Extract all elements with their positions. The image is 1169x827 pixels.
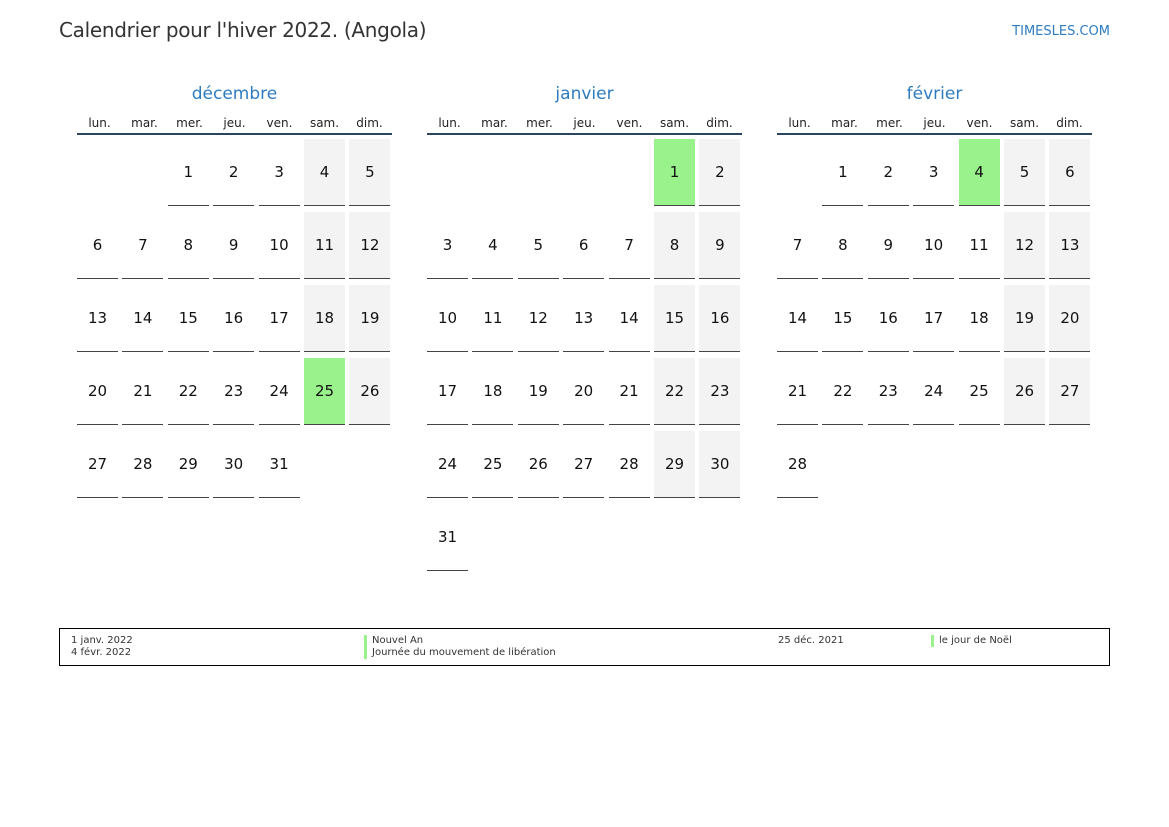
- calendar-day[interactable]: 6: [563, 212, 604, 279]
- weekday-header: [777, 116, 1092, 135]
- weekday-label: ven.: [966, 116, 993, 130]
- weekday-label: sam.: [659, 116, 690, 130]
- calendar-day[interactable]: 15: [168, 285, 209, 352]
- calendar-day[interactable]: 17: [259, 285, 300, 352]
- calendar-day[interactable]: 15: [822, 285, 863, 352]
- weekday-label: jeu.: [223, 116, 246, 130]
- calendar-day[interactable]: 5: [518, 212, 559, 279]
- calendar-day[interactable]: 28: [609, 431, 650, 498]
- weekday-label: jeu.: [923, 116, 946, 130]
- calendar-day[interactable]: 25: [959, 358, 1000, 425]
- calendar-day[interactable]: 18: [472, 358, 513, 425]
- calendar-day[interactable]: 24: [913, 358, 954, 425]
- brand-link[interactable]: TIMESLES.COM: [1012, 24, 1110, 39]
- calendar-day[interactable]: 1: [168, 139, 209, 206]
- calendar-day[interactable]: 24: [259, 358, 300, 425]
- calendar-day[interactable]: 3: [913, 139, 954, 206]
- weekday-label: dim.: [356, 116, 383, 130]
- calendar-day[interactable]: 22: [654, 358, 695, 425]
- calendar-day[interactable]: 16: [213, 285, 254, 352]
- calendar-day[interactable]: 7: [609, 212, 650, 279]
- calendar-day[interactable]: 27: [1049, 358, 1090, 425]
- calendar-day[interactable]: 20: [77, 358, 118, 425]
- calendar-day[interactable]: 6: [1049, 139, 1090, 206]
- weekday-label: ven.: [266, 116, 293, 130]
- month-block: [77, 82, 392, 473]
- calendar-day[interactable]: 26: [518, 431, 559, 498]
- calendar-day[interactable]: 28: [777, 431, 818, 498]
- weekday-label: ven.: [616, 116, 643, 130]
- calendar-day[interactable]: 28: [122, 431, 163, 498]
- calendar-day[interactable]: 12: [349, 212, 390, 279]
- calendar-day[interactable]: 8: [822, 212, 863, 279]
- calendar-day[interactable]: 23: [699, 358, 740, 425]
- calendar-day[interactable]: 19: [1004, 285, 1045, 352]
- calendar-day[interactable]: 31: [259, 431, 300, 498]
- calendar-day[interactable]: 29: [168, 431, 209, 498]
- calendar-day[interactable]: 21: [122, 358, 163, 425]
- weekday-label: dim.: [1056, 116, 1083, 130]
- legend-right-dates: [778, 635, 844, 647]
- legend-holiday-name: le jour de Noël: [939, 635, 1012, 646]
- calendar-day[interactable]: 17: [913, 285, 954, 352]
- calendar-day[interactable]: 26: [349, 358, 390, 425]
- calendar-day[interactable]: 5: [349, 139, 390, 206]
- calendar-day[interactable]: 9: [868, 212, 909, 279]
- calendar-day[interactable]: 18: [959, 285, 1000, 352]
- calendar-day[interactable]: 31: [427, 504, 468, 571]
- legend-date: 25 déc. 2021: [778, 635, 844, 646]
- calendar-day[interactable]: 30: [213, 431, 254, 498]
- weekday-label: lun.: [788, 116, 811, 130]
- calendar-day[interactable]: 26: [1004, 358, 1045, 425]
- weekday-label: mar.: [831, 116, 858, 130]
- calendar-day[interactable]: 8: [654, 212, 695, 279]
- calendar-day[interactable]: 16: [868, 285, 909, 352]
- calendar-day[interactable]: 17: [427, 358, 468, 425]
- calendar-day[interactable]: 2: [213, 139, 254, 206]
- calendar-day[interactable]: 12: [1004, 212, 1045, 279]
- calendar-day[interactable]: 13: [77, 285, 118, 352]
- calendar-day[interactable]: 4: [959, 139, 1000, 206]
- calendar-day[interactable]: 21: [609, 358, 650, 425]
- calendar-day[interactable]: 10: [913, 212, 954, 279]
- weekday-label: mer.: [176, 116, 203, 130]
- calendar-day[interactable]: 19: [349, 285, 390, 352]
- month-name: février: [906, 84, 963, 104]
- calendar-day[interactable]: 21: [777, 358, 818, 425]
- weekday-label: mer.: [876, 116, 903, 130]
- month-block: [427, 82, 742, 546]
- month-name: janvier: [555, 84, 614, 104]
- calendar-day[interactable]: 23: [213, 358, 254, 425]
- calendar-day[interactable]: 27: [563, 431, 604, 498]
- calendar-day[interactable]: 7: [122, 212, 163, 279]
- calendar-day[interactable]: 10: [427, 285, 468, 352]
- legend-left-dates: [71, 635, 133, 659]
- calendar-day[interactable]: 13: [563, 285, 604, 352]
- calendar-day[interactable]: 1: [822, 139, 863, 206]
- calendar-day[interactable]: 6: [77, 212, 118, 279]
- calendar-day[interactable]: 23: [868, 358, 909, 425]
- calendar-day[interactable]: 14: [777, 285, 818, 352]
- calendar-day[interactable]: 4: [472, 212, 513, 279]
- calendar-day[interactable]: 8: [168, 212, 209, 279]
- calendar-day[interactable]: 3: [259, 139, 300, 206]
- weekday-label: lun.: [438, 116, 461, 130]
- calendar-day[interactable]: 11: [472, 285, 513, 352]
- calendar-day[interactable]: 2: [868, 139, 909, 206]
- calendar-day[interactable]: 10: [259, 212, 300, 279]
- page-title: Calendrier pour l'hiver 2022. (Angola): [59, 18, 427, 42]
- calendar-day[interactable]: 12: [518, 285, 559, 352]
- weekday-header: [77, 116, 392, 135]
- weekday-label: mer.: [526, 116, 553, 130]
- calendar-day[interactable]: 7: [777, 212, 818, 279]
- calendar-day[interactable]: 11: [304, 212, 345, 279]
- calendar-day[interactable]: 2: [699, 139, 740, 206]
- calendar-day[interactable]: 14: [122, 285, 163, 352]
- weekday-label: lun.: [88, 116, 111, 130]
- holiday-legend: [59, 628, 1110, 666]
- weekday-header: [427, 116, 742, 135]
- weekday-label: dim.: [706, 116, 733, 130]
- calendar-day[interactable]: 13: [1049, 212, 1090, 279]
- calendar-day[interactable]: 1: [654, 139, 695, 206]
- calendar-day[interactable]: 22: [822, 358, 863, 425]
- legend-right-names: [931, 635, 1012, 647]
- calendar-day[interactable]: 25: [304, 358, 345, 425]
- weekday-label: sam.: [309, 116, 340, 130]
- legend-date: 4 févr. 2022: [71, 647, 132, 658]
- legend-holiday-name: Journée du mouvement de libération: [372, 647, 556, 658]
- calendar-day[interactable]: 30: [699, 431, 740, 498]
- calendar-day[interactable]: 11: [959, 212, 1000, 279]
- month-block: [777, 82, 1092, 473]
- calendar-day[interactable]: 15: [654, 285, 695, 352]
- calendar-day[interactable]: 9: [213, 212, 254, 279]
- weekday-label: mar.: [131, 116, 158, 130]
- calendar-day[interactable]: 14: [609, 285, 650, 352]
- calendar-day[interactable]: 25: [472, 431, 513, 498]
- calendar-day[interactable]: 9: [699, 212, 740, 279]
- calendar-day[interactable]: 4: [304, 139, 345, 206]
- weekday-label: mar.: [481, 116, 508, 130]
- calendar-day[interactable]: 20: [563, 358, 604, 425]
- weekday-label: sam.: [1009, 116, 1040, 130]
- calendar-day[interactable]: 22: [168, 358, 209, 425]
- calendar-day[interactable]: 5: [1004, 139, 1045, 206]
- calendar-day[interactable]: 16: [699, 285, 740, 352]
- calendar-day[interactable]: 18: [304, 285, 345, 352]
- calendar-day[interactable]: 29: [654, 431, 695, 498]
- weekday-label: jeu.: [573, 116, 596, 130]
- month-name: décembre: [191, 84, 278, 104]
- legend-holiday-name: Nouvel An: [372, 635, 424, 646]
- legend-date: 1 janv. 2022: [71, 635, 133, 646]
- calendar-day[interactable]: 19: [518, 358, 559, 425]
- calendar-day[interactable]: 27: [77, 431, 118, 498]
- calendar-day[interactable]: 24: [427, 431, 468, 498]
- calendar-day[interactable]: 3: [427, 212, 468, 279]
- legend-left-names: [364, 635, 556, 659]
- calendar-day[interactable]: 20: [1049, 285, 1090, 352]
